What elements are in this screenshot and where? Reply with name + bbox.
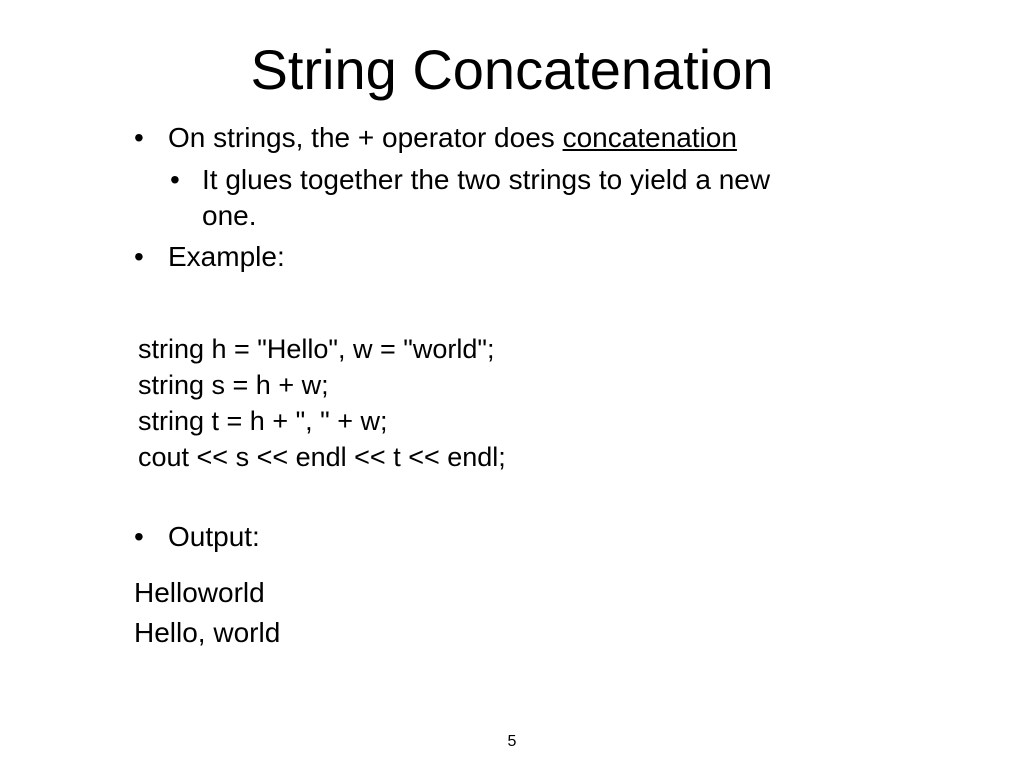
sub-bullet-continuation <box>202 198 257 234</box>
bullet-example <box>134 239 285 275</box>
code-line: string t = h + ", " + w; <box>138 406 388 436</box>
bullet-concatenation <box>134 120 737 156</box>
code-line: string s = h + w; <box>138 370 329 400</box>
bullet-icon: • <box>170 164 180 195</box>
output-line: Helloworld <box>134 577 265 608</box>
page-number: 5 <box>507 733 517 750</box>
sub-bullet-glues <box>170 162 771 198</box>
sub-bullet-text-line1: It glues together the two strings to yield a new <box>202 164 771 195</box>
concatenation-term: concatenation <box>562 122 737 153</box>
bullet-icon: • <box>134 521 144 552</box>
bullet-output <box>134 519 260 555</box>
output-line: Hello, world <box>134 617 281 648</box>
bullet-text: Output: <box>168 521 260 552</box>
bullet-text: Example: <box>168 241 285 272</box>
bullet-icon: • <box>134 241 144 272</box>
sub-bullet-text-line2: one. <box>202 200 257 231</box>
code-line: string h = "Hello", w = "world"; <box>138 334 495 364</box>
bullet-text: On strings, the + operator does <box>168 122 563 153</box>
slide-title: String Concatenation <box>250 38 774 101</box>
code-example <box>138 331 506 475</box>
code-line: cout << s << endl << t << endl; <box>138 442 506 472</box>
bullet-icon: • <box>134 122 144 153</box>
program-output <box>134 573 280 653</box>
